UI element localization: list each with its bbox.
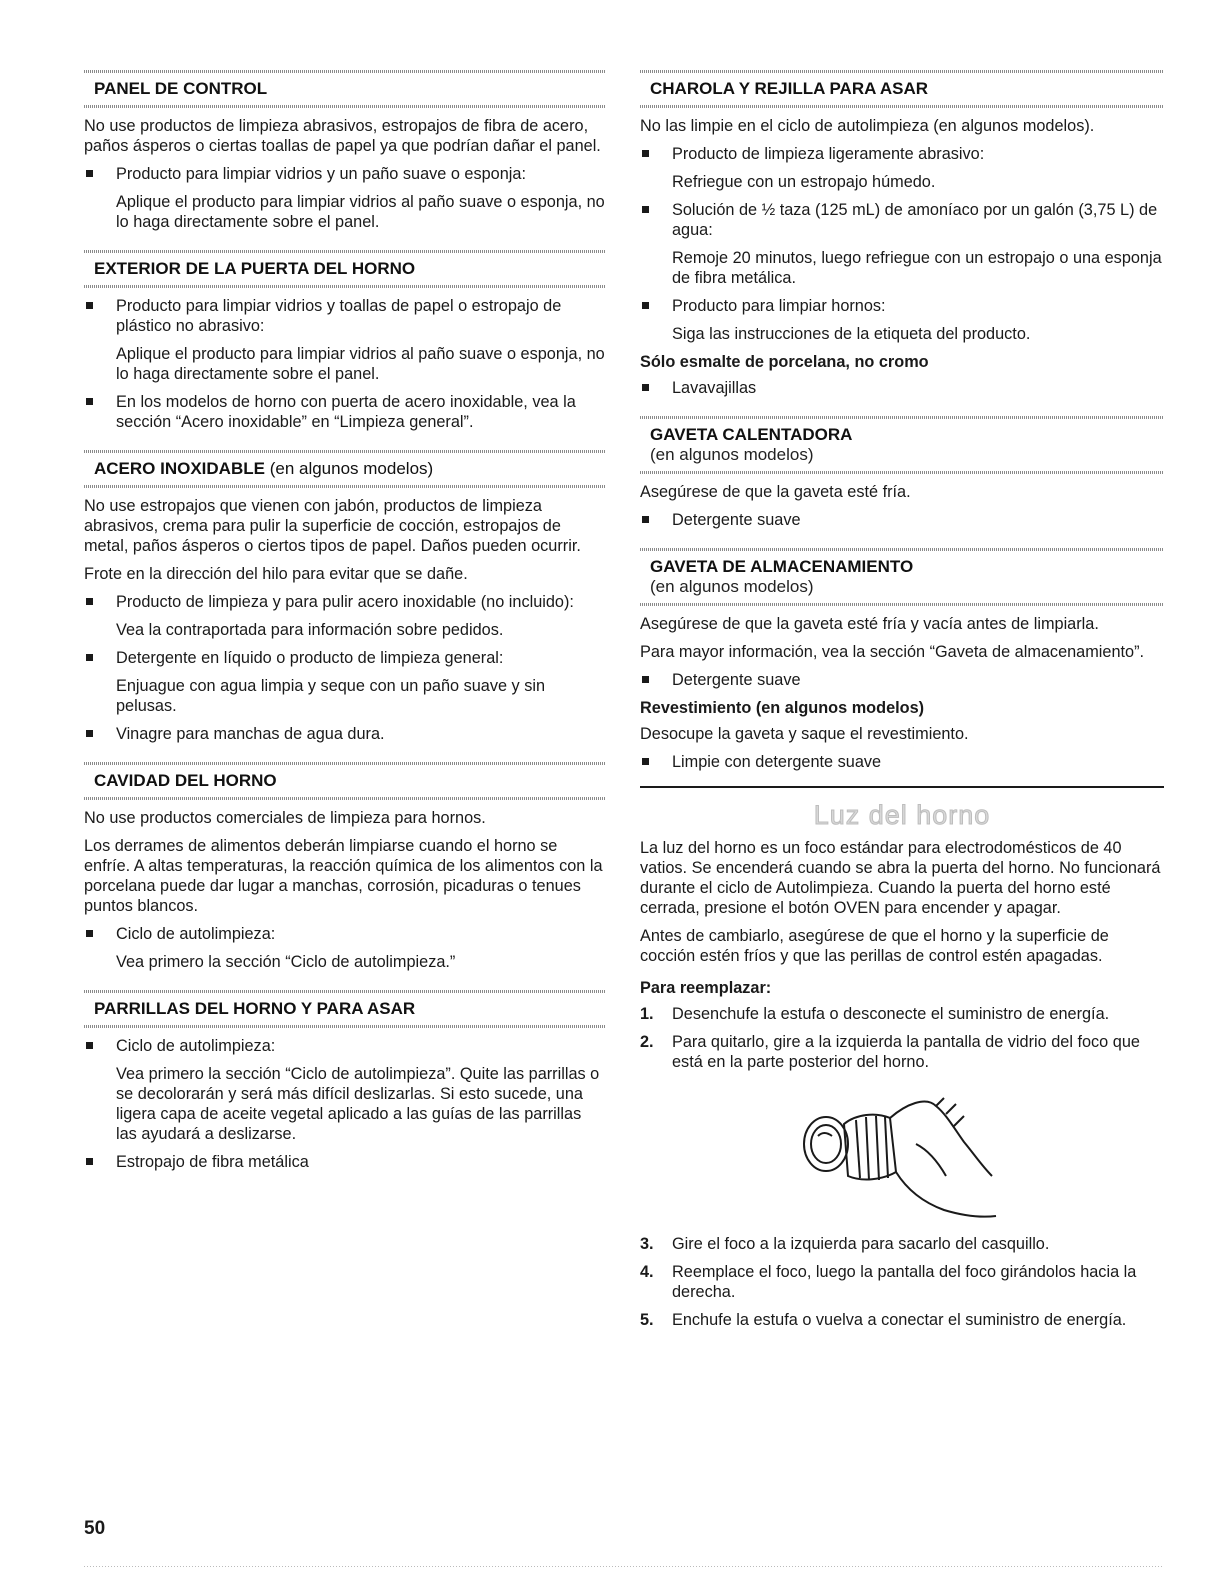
section-header-exterior-puerta (84, 246, 606, 290)
bullet-item: Estropajo de fibra metálica (84, 1152, 606, 1172)
bullet-detail: Vea primero la sección “Ciclo de autolimpieza”. Quite las parrillas o se decolorarán y será más difícil deslizarlas. Si esto sucede, una ligera capa de aceite vegetal aplicado a las guías de las parrillas las ayudará a deslizarse. (116, 1065, 600, 1143)
bullet-item: Detergente suave (640, 510, 1164, 530)
section-subtitle: (en algunos modelos) (650, 445, 814, 464)
section-header-acero-inoxidable (84, 446, 606, 490)
bold-subheading: Sólo esmalte de porcelana, no cromo (640, 353, 929, 371)
step-number: 5. (640, 1311, 654, 1329)
step-text: Enchufe la estufa o vuelva a conectar el suministro de energía. (672, 1311, 1127, 1329)
section-title: GAVETA DE ALMACENAMIENTO (650, 557, 914, 576)
bullet-item: Producto para limpiar vidrios y un paño suave o esponja: (84, 164, 606, 184)
section-divider (640, 786, 1164, 788)
bullet-item: Detergente en líquido o producto de limpieza general: (84, 648, 606, 668)
step-text: Para quitarlo, gire a la izquierda la pantalla de vidrio del foco que está en la parte posterior del horno. (672, 1033, 1140, 1071)
paragraph: La luz del horno es un foco estándar para electrodomésticos de 40 vatios. Se encenderá cuando se abra la puerta del horno. No funcionará durante el ciclo de Autolimpieza. Cuando la puerta del horno esté cerrada, presione el botón OVEN para encender y apagar. (640, 839, 1161, 917)
paragraph: Los derrames de alimentos deberán limpiarse cuando el horno se enfríe. A altas temperaturas, la reacción química de los alimentos con la porcelana puede dar lugar a manchas, corrosión, picaduras o tenues puntos blancos. (84, 837, 603, 915)
step-item (640, 1262, 1164, 1302)
left-column (84, 66, 606, 1180)
step-text: Gire el foco a la izquierda para sacarlo del casquillo. (672, 1235, 1050, 1253)
right-column (640, 66, 1164, 1338)
section-header-charola (640, 66, 1164, 110)
bullet-item: Lavavajillas (640, 378, 1164, 398)
step-text: Desenchufe la estufa o desconecte el suministro de energía. (672, 1005, 1110, 1023)
bullet-detail: Refriegue con un estropajo húmedo. (672, 173, 936, 191)
step-item (640, 1004, 1164, 1024)
section-header-gaveta-almacenamiento (640, 544, 1164, 608)
step-number: 3. (640, 1235, 654, 1253)
section-title-main: ACERO INOXIDABLE (94, 459, 265, 478)
paragraph: Asegúrese de que la gaveta esté fría. (640, 483, 911, 501)
section-header-panel-de-control (84, 66, 606, 110)
section-title: CHAROLA Y REJILLA PARA ASAR (650, 79, 929, 98)
bullet-item: Producto para limpiar hornos: (640, 296, 1164, 316)
paragraph: Desocupe la gaveta y saque el revestimiento. (640, 725, 969, 743)
section-title: PARRILLAS DEL HORNO Y PARA ASAR (94, 999, 416, 1018)
bullet-detail: Vea la contraportada para información sobre pedidos. (116, 621, 504, 639)
step-number: 4. (640, 1263, 654, 1281)
bullet-item: Producto para limpiar vidrios y toallas de papel o estropajo de plástico no abrasivo: (84, 296, 606, 336)
section-title: PANEL DE CONTROL (94, 79, 268, 98)
step-text: Reemplace el foco, luego la pantalla del foco girándolos hacia la derecha. (672, 1263, 1137, 1301)
bullet-item: En los modelos de horno con puerta de acero inoxidable, vea la sección “Acero inoxidable” en “Limpieza general”. (84, 392, 606, 432)
paragraph: No las limpie en el ciclo de autolimpieza (en algunos modelos). (640, 117, 1095, 135)
section-header-cavidad-horno (84, 758, 606, 802)
bullet-detail: Vea primero la sección “Ciclo de autolimpieza.” (116, 953, 456, 971)
bullet-item: Producto de limpieza ligeramente abrasivo: (640, 144, 1164, 164)
bullet-item: Detergente suave (640, 670, 1164, 690)
section-subtitle: (en algunos modelos) (650, 577, 814, 596)
bullet-detail: Enjuague con agua limpia y seque con un paño suave y sin pelusas. (116, 677, 546, 715)
bullet-item: Producto de limpieza y para pulir acero inoxidable (no incluido): (84, 592, 606, 612)
section-header-parrillas (84, 986, 606, 1030)
paragraph: No use estropajos que vienen con jabón, productos de limpieza abrasivos, crema para pulir la superficie de cocción, estropajos de metal, paños ásperos o ciertos tipos de papel. Daños pueden ocurrir. (84, 497, 581, 555)
section-title-note: (en algunos modelos) (269, 459, 434, 478)
paragraph: No use productos comerciales de limpieza para hornos. (84, 809, 486, 827)
step-item (640, 1032, 1164, 1072)
bulb-replacement-illustration (796, 1084, 1006, 1224)
bullet-item: Solución de ½ taza (125 mL) de amoníaco por un galón (3,75 L) de agua: (640, 200, 1164, 240)
bullet-detail: Aplique el producto para limpiar vidrios al paño suave o esponja, no lo haga directamente sobre el panel. (116, 193, 605, 231)
step-item (640, 1310, 1164, 1330)
bullet-detail: Siga las instrucciones de la etiqueta del producto. (672, 325, 1031, 343)
paragraph: Antes de cambiarlo, asegúrese de que el horno y la superficie de cocción estén fríos y que las perillas de control estén apagadas. (640, 927, 1109, 965)
paragraph: Frote en la dirección del hilo para evitar que se dañe. (84, 565, 468, 583)
step-item (640, 1234, 1164, 1254)
section-title: EXTERIOR DE LA PUERTA DEL HORNO (94, 259, 416, 278)
bullet-detail: Remoje 20 minutos, luego refriegue con un estropajo o una esponja de fibra metálica. (672, 249, 1162, 287)
bullet-item: Vinagre para manchas de agua dura. (84, 724, 606, 744)
page-number: 50 (84, 1518, 106, 1539)
paragraph: Asegúrese de que la gaveta esté fría y vacía antes de limpiarla. (640, 615, 1099, 633)
step-number: 1. (640, 1005, 654, 1023)
bottom-scan-line (84, 1566, 1164, 1567)
section-title: CAVIDAD DEL HORNO (94, 771, 277, 790)
section-title (84, 459, 606, 479)
section-header-gaveta-calentadora (640, 412, 1164, 476)
bold-subheading: Para reemplazar: (640, 979, 772, 997)
bullet-item: Ciclo de autolimpieza: (84, 924, 606, 944)
section-title-luz-del-horno: Luz del horno (813, 800, 991, 830)
section-title: GAVETA CALENTADORA (650, 425, 853, 444)
bullet-item: Limpie con detergente suave (640, 752, 1164, 772)
step-number: 2. (640, 1033, 654, 1051)
paragraph: No use productos de limpieza abrasivos, estropajos de fibra de acero, paños ásperos o ciertas toallas de papel ya que podrían dañar el panel. (84, 117, 601, 155)
bullet-detail: Aplique el producto para limpiar vidrios al paño suave o esponja, no lo haga directamente sobre el panel. (116, 345, 605, 383)
bullet-item: Ciclo de autolimpieza: (84, 1036, 606, 1056)
bold-subheading: Revestimiento (en algunos modelos) (640, 699, 925, 717)
paragraph: Para mayor información, vea la sección “Gaveta de almacenamiento”. (640, 643, 1145, 661)
